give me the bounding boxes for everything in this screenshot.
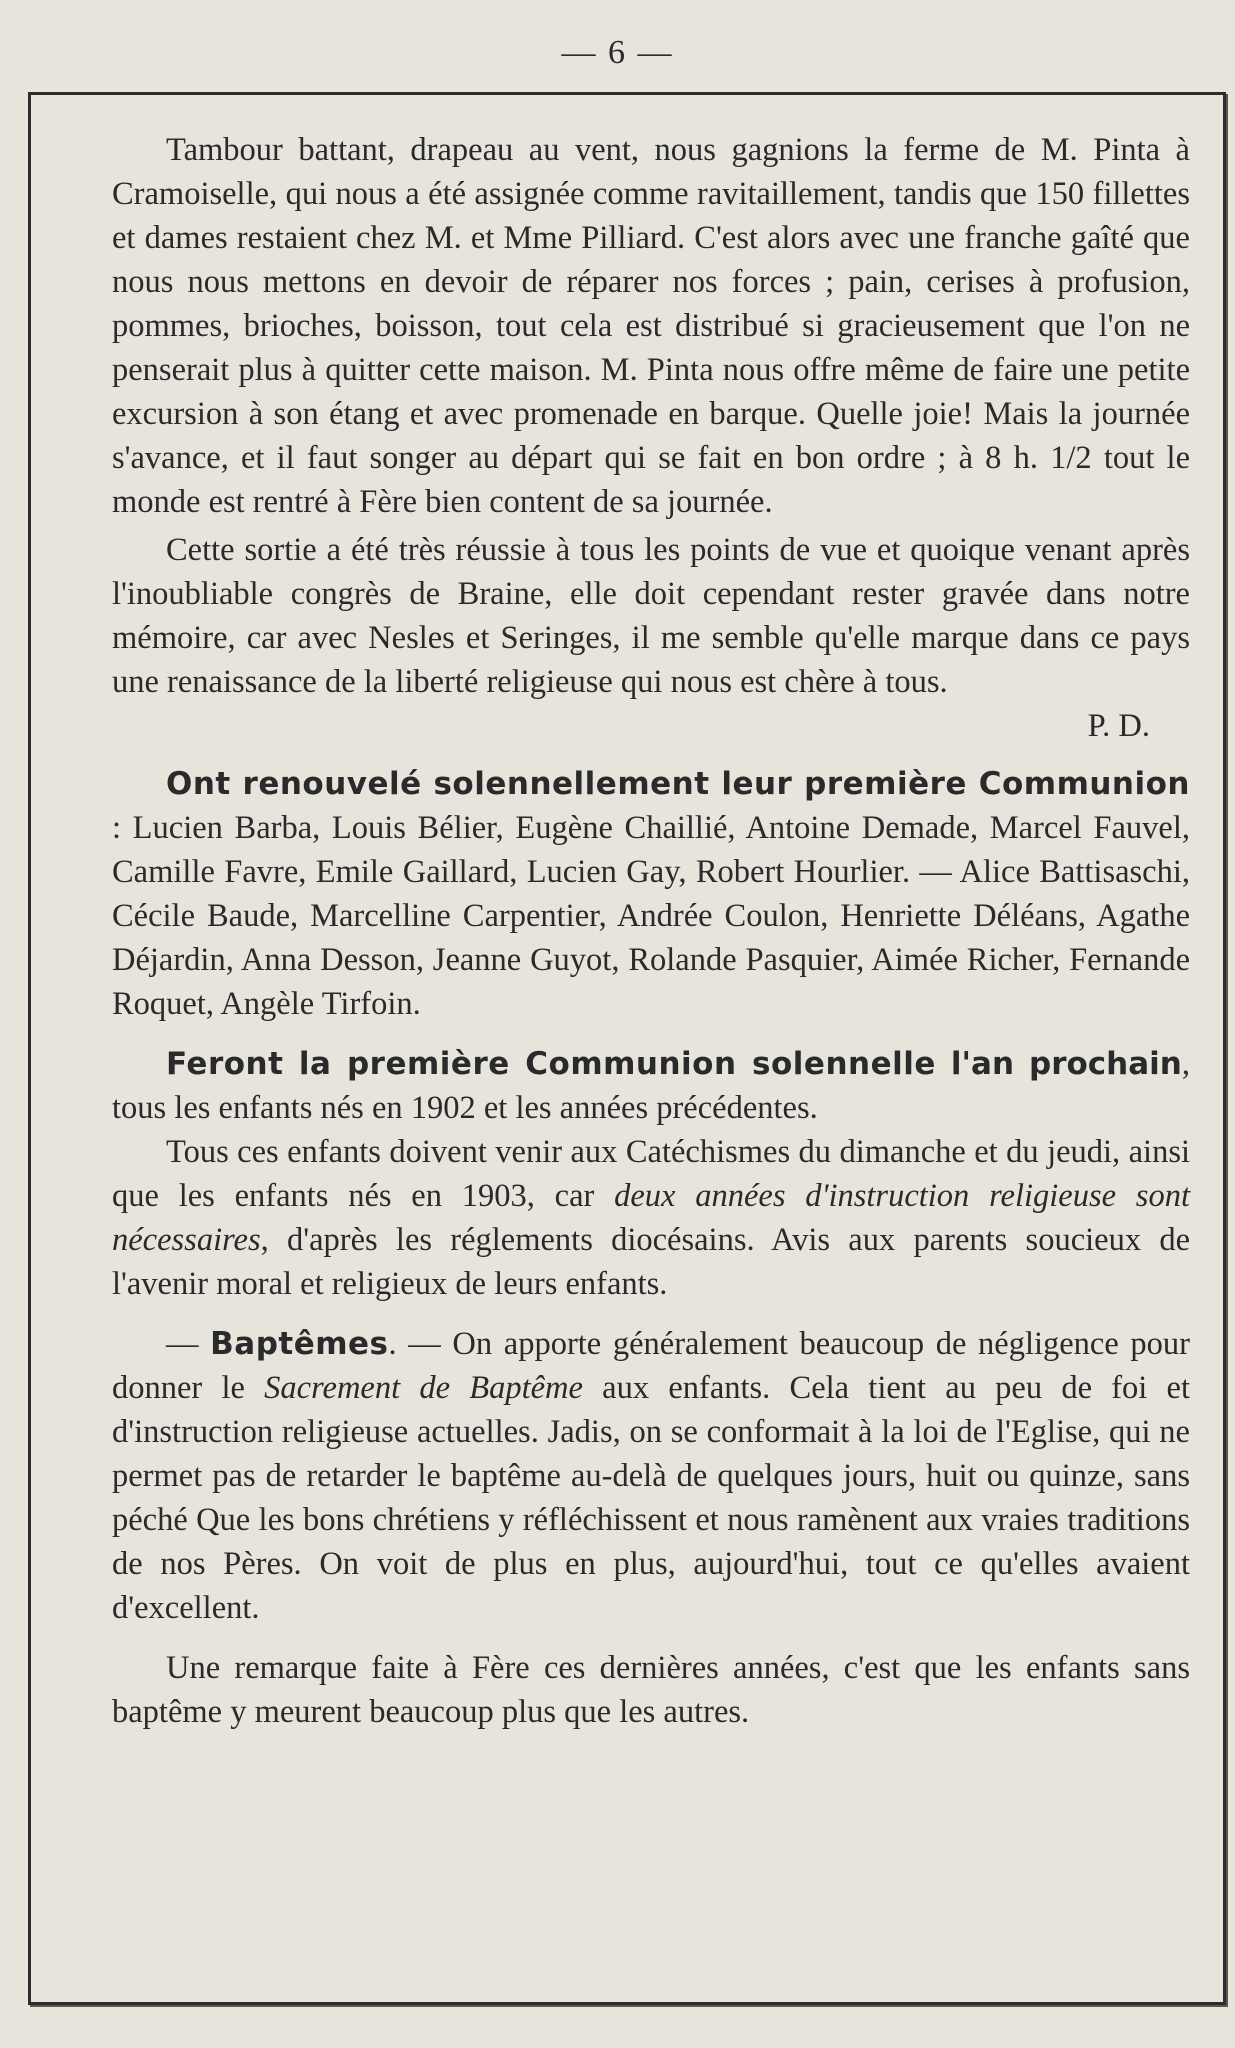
communion-renewal-heading: Ont renouvelé solennellement leur première Communion [166,766,1190,802]
paragraph-outing: Tambour battant, drapeau au vent, nous gagnions la ferme de M. Pinta à Cramoiselle, qui nous a été assignée comme ravitaillement, tandis que 150 fillettes et dames restaient chez M. et Mme Pilliard. C'est alors avec une franche gaîté que nous nous mettons en devoir de réparer nos forces ; pain, cerises à profusion, pommes, brioches, boisson, tout cela est distribué si gracieusement que l'on ne penserait plus à quitter cette maison. M. Pinta nous offre même de faire une petite excursion à son étang et avec promenade en barque. Quelle joie! Mais la journée s'avance, et il faut songer au départ qui se fait en bon ordre ; à 8 h. 1/2 tout le monde est rentré à Fère bien content de sa journée. [112,132,1190,520]
baptism-italic: Sacrement de Baptême [264,1370,583,1406]
signature: P. D. [1087,708,1150,744]
paragraph-remark: Une remarque faite à Fère ces dernières années, c'est que les enfants sans baptême y meurent beaucoup plus que les autres. [112,1650,1190,1730]
first-communion-text: , tous les enfants nés en 1902 et les années précédentes. [112,1046,1190,1126]
baptism-heading: Baptêmes [210,1326,389,1362]
paragraph-baptism [112,1322,1190,1630]
paragraph-first-communion [112,1042,1190,1130]
paragraph-conclusion: Cette sortie a été très réussie à tous les points de vue et quoique venant après l'inoubliable congrès de Braine, elle doit cependant rester gravée dans notre mémoire, car avec Nesles et Seringes, il me semble qu'elle marque dans ce pays une renaissance de la liberté religieuse qui nous est chère à tous. [112,532,1190,700]
catechism-italic: deux années d'instruction religieuse sont nécessaires [112,1178,1190,1258]
paragraph-communion-renewal [112,762,1190,1026]
first-communion-heading: Feront la première Communion solennelle [166,1046,936,1082]
baptism-lead: — [166,1326,211,1362]
communion-renewal-names: : Lucien Barba, Louis Bélier, Eugène Chaillié, Antoine Demade, Marcel Fauvel, Camille Favre, Emile Gaillard, Lucien Gay, Robert Hourlier. — Alice Battisaschi, Cécile Baude, Marcelline Carpentier, Andrée Coulon, Henriette Déléans, Agathe Déjardin, Anna Desson, Jeanne Guyot, Rolande Pasquier, Aimée Richer, Fernande Roquet, Angèle Tirfoin. [112,810,1190,1022]
paragraph-catechism [112,1130,1190,1306]
baptism-text-1: . — On apporte généralement beaucoup de négligence pour donner le [112,1326,1190,1406]
baptism-text-2: aux enfants. Cela tient au peu de foi et d'instruction religieuse actuelles. Jadis, on se conformait à la loi de l'Eglise, qui ne permet pas de retarder le baptême au-delà de quelques jours, huit ou quinze, sans péché Que les bons chrétiens y réfléchissent et nous ramènent aux vraies traditions de nos Pères. On voit de plus en plus, aujourd'hui, tout ce qu'elles avaient d'excellent. [112,1370,1190,1626]
first-communion-heading-end: l'an prochain [935,1046,1182,1082]
page-number: — 6 — [561,34,674,71]
catechism-text-1: Tous ces enfants doivent venir aux Catéchismes du dimanche et du jeudi, ainsi que les enfants nés en 1903, car [112,1134,1190,1214]
catechism-text-2: , d'après les réglements diocésains. Avis aux parents soucieux de l'avenir moral et religieux de leurs enfants. [112,1222,1190,1302]
article-body [112,128,1190,1734]
